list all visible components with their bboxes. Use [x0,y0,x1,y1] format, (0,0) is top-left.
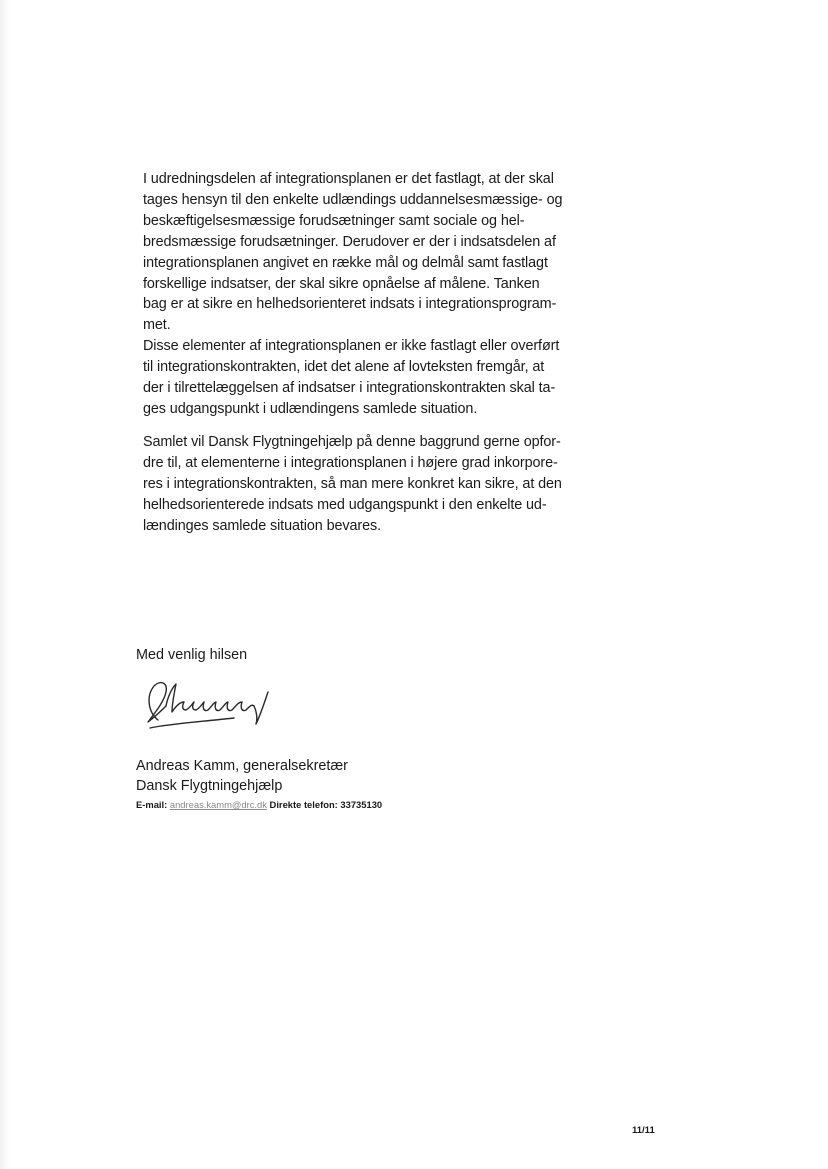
paragraph-line: bredsmæssige forudsætninger. Derudover er der i indsatsdelen af [143,233,556,250]
closing-greeting: Med venlig hilsen [136,647,248,663]
page-number: 11/11 [632,1125,655,1136]
signer-organization: Dansk Flygtningehjælp [136,778,283,794]
paragraph-line: der i tilrettelæggelsen af indsatser i integrationskontrakten skal ta- [143,380,556,397]
paragraph-line: bag er at sikre en helhedsorienteret indsats i integrationsprogram- [143,296,557,313]
body-paragraph-2 [143,432,613,537]
paragraph-line: dre til, at elementerne i integrationsplanen i højere grad inkorpore- [143,454,558,471]
paragraph-line: met. [143,317,171,334]
paragraph-line: integrationsplanen angivet en række mål og delmål samt fastlagt [143,254,548,271]
paragraph-line: Samlet vil Dansk Flygtningehjælp på denne baggrund gerne opfor- [143,434,561,450]
contact-line [136,799,382,811]
email-link[interactable]: andreas.kamm@drc.dk [169,799,267,810]
paragraph-line: til integrationskontrakten, idet det alene af lovteksten fremgår, at [143,359,545,376]
paragraph-line: ges udgangspunkt i udlændingens samlede situation. [143,400,478,417]
paragraph-line: res i integrationskontrakten, så man mere konkret kan sikre, at den [143,475,562,492]
paragraph-line: lændinges samlede situation bevares. [143,517,381,534]
signer-name: Andreas Kamm, generalsekretær [136,758,348,774]
paragraph-line: I udredningsdelen af integrationsplanen er det fastlagt, at der skal [143,171,554,187]
paragraph-line: helhedsorienterede indsats med udgangspunkt i den enkelte ud- [143,496,547,513]
phone-label: Direkte telefon: [269,799,338,810]
scan-edge-shadow [0,0,10,1169]
email-label: E-mail: [136,799,168,810]
body-paragraph-1 [143,169,613,420]
handwritten-signature [138,672,278,734]
paragraph-line: Disse elementer af integrationsplanen er ikke fastlagt eller overført [143,338,560,355]
paragraph-line: tages hensyn til den enkelte udlændings uddannelsesmæssige- og [143,191,563,208]
phone-number: 33735130 [340,799,383,810]
paragraph-line: beskæftigelsesmæssige forudsætninger samt sociale og hel- [143,212,525,229]
paragraph-line: forskellige indsatser, der skal sikre opnåelse af målene. Tanken [143,275,540,292]
